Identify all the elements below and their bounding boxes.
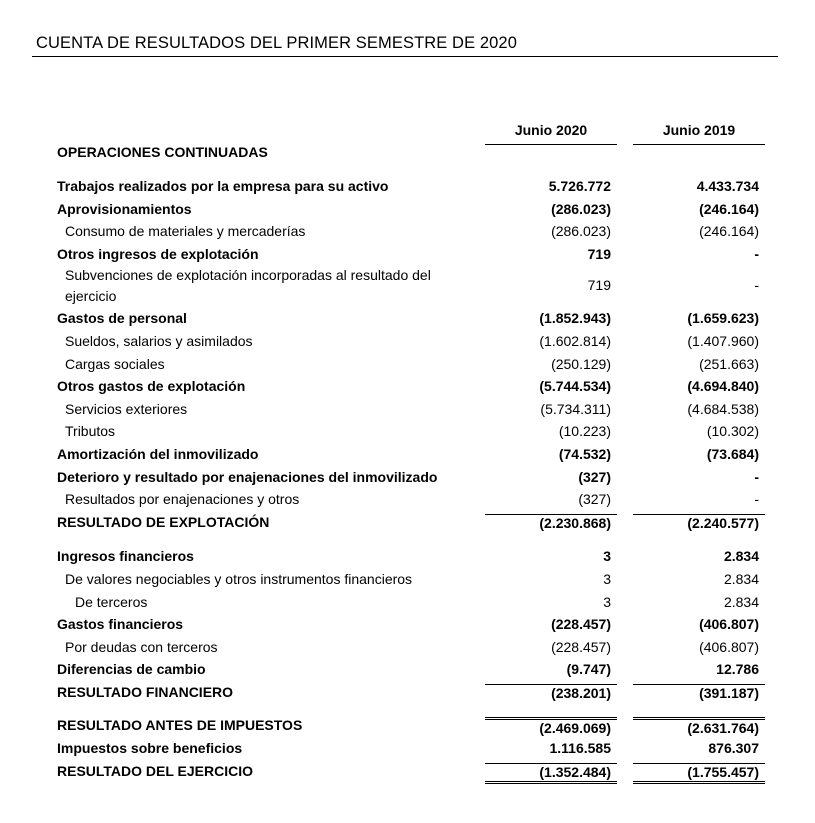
value-2020: (2.230.868) <box>485 514 617 531</box>
value-2019: - <box>754 277 759 294</box>
value-2020: (1.602.814) <box>539 332 611 349</box>
value-2020: 3 <box>603 548 611 565</box>
row-label: Gastos financieros <box>57 616 184 633</box>
value-2019: (10.302) <box>706 423 759 440</box>
row-label: De terceros <box>75 593 148 610</box>
value-2019: 876.307 <box>708 740 759 757</box>
value-2019: (2.631.764) <box>633 717 765 736</box>
row-label: Ingresos financieros <box>57 548 194 565</box>
row-label: Otros gastos de explotación <box>57 378 246 395</box>
table-row-subtotal <box>57 714 767 737</box>
value-2020: (228.457) <box>551 616 611 633</box>
title-divider <box>32 56 778 57</box>
row-label: Amortización del inmovilizado <box>57 445 259 462</box>
table-row <box>57 243 767 266</box>
table-row <box>57 466 767 489</box>
value-2020: 1.116.585 <box>549 740 611 757</box>
value-2019: 12.786 <box>716 661 759 678</box>
value-2020: (327) <box>578 468 611 485</box>
table-row <box>57 545 767 568</box>
value-2019: 2.834 <box>723 548 759 565</box>
value-2020: (228.457) <box>551 638 611 655</box>
value-2019: - <box>754 491 759 508</box>
value-2019: (246.164) <box>699 223 759 240</box>
value-2020: (286.023) <box>551 200 611 217</box>
value-2019: (73.684) <box>706 445 759 462</box>
table-row <box>57 375 767 398</box>
column-header-junio-2019: Junio 2019 <box>633 122 765 145</box>
table-row-grand-total <box>57 760 767 783</box>
value-2020: 3 <box>603 593 611 610</box>
table-row <box>57 398 767 421</box>
value-2019: (246.164) <box>699 200 759 217</box>
value-2020: (5.744.534) <box>539 378 611 395</box>
table-row-subtotal <box>57 511 767 534</box>
table-row <box>57 175 767 198</box>
value-2019: (406.807) <box>699 616 759 633</box>
value-2019: (4.694.840) <box>687 378 759 395</box>
table-row-subtotal <box>57 681 767 704</box>
value-2020: 719 <box>587 277 611 294</box>
value-2019: (1.659.623) <box>687 310 759 327</box>
value-2019: (251.663) <box>699 355 759 372</box>
income-statement-table <box>57 175 767 782</box>
value-2020: (1.852.943) <box>539 310 611 327</box>
column-header-junio-2020: Junio 2020 <box>485 122 617 145</box>
row-label: RESULTADO ANTES DE IMPUESTOS <box>57 717 303 734</box>
section-heading: OPERACIONES CONTINUADAS <box>57 144 268 160</box>
section-spacer <box>57 533 767 545</box>
value-2020: (5.734.311) <box>540 400 611 417</box>
value-2019: 4.433.734 <box>696 178 759 194</box>
value-2020: 5.726.772 <box>548 178 611 194</box>
value-2019: (4.684.538) <box>687 400 759 417</box>
row-label: Gastos de personal <box>57 310 187 327</box>
value-2020: (250.129) <box>551 355 611 372</box>
value-2020: (327) <box>578 491 611 508</box>
table-row <box>57 220 767 243</box>
table-row <box>57 443 767 466</box>
row-label: Impuestos sobre beneficios <box>57 740 243 757</box>
value-2020: 3 <box>603 570 611 587</box>
value-2019: (406.807) <box>699 638 759 655</box>
row-label: Deterioro y resultado por enajenaciones del inmovilizado <box>57 468 438 485</box>
table-row <box>57 488 767 511</box>
row-label: RESULTADO DEL EJERCICIO <box>57 762 254 779</box>
row-label: De valores negociables y otros instrumentos financieros <box>65 570 413 587</box>
row-label: Aprovisionamientos <box>57 200 192 217</box>
row-label: Por deudas con terceros <box>65 638 218 655</box>
value-2019: 2.834 <box>723 570 759 587</box>
table-row <box>57 658 767 681</box>
value-2019: - <box>754 468 759 485</box>
table-row <box>57 420 767 443</box>
row-label: Subvenciones de explotación incorporadas al resultado del ejercicio <box>65 267 431 305</box>
row-label: Servicios exteriores <box>65 400 188 417</box>
row-label: Otros ingresos de explotación <box>57 245 259 262</box>
value-2019: - <box>754 245 759 262</box>
row-label: Consumo de materiales y mercaderías <box>65 223 306 240</box>
row-label: RESULTADO DE EXPLOTACIÓN <box>57 513 270 530</box>
value-2019: (1.407.960) <box>687 332 759 349</box>
document-title: CUENTA DE RESULTADOS DEL PRIMER SEMESTRE DE 2020 <box>36 34 517 52</box>
value-2019: (1.755.457) <box>633 763 765 784</box>
value-2019: (391.187) <box>633 684 765 701</box>
row-label: Sueldos, salarios y asimilados <box>65 332 253 349</box>
table-row <box>57 568 767 591</box>
row-label: Trabajos realizados por la empresa para su activo <box>57 178 389 194</box>
value-2020: (74.532) <box>558 445 611 462</box>
table-row <box>57 330 767 353</box>
table-row <box>57 591 767 614</box>
table-row <box>57 265 767 307</box>
table-row <box>57 737 767 760</box>
value-2020: (9.747) <box>566 661 611 678</box>
row-label: Resultados por enajenaciones y otros <box>65 491 300 508</box>
value-2020: (1.352.484) <box>485 763 617 784</box>
row-label: Cargas sociales <box>65 355 165 372</box>
value-2019: 2.834 <box>723 593 759 610</box>
value-2020: (286.023) <box>551 223 611 240</box>
value-2019: (2.240.577) <box>633 514 765 531</box>
table-row <box>57 198 767 221</box>
row-label: RESULTADO FINANCIERO <box>57 683 234 700</box>
table-row <box>57 307 767 330</box>
row-label: Tributos <box>65 423 116 440</box>
row-label: Diferencias de cambio <box>57 661 206 678</box>
value-2020: (10.223) <box>558 423 611 440</box>
section-spacer <box>57 703 767 714</box>
value-2020: (2.469.069) <box>485 717 617 736</box>
table-row <box>57 353 767 376</box>
table-row <box>57 613 767 636</box>
table-row <box>57 636 767 659</box>
value-2020: 719 <box>587 245 611 262</box>
value-2020: (238.201) <box>485 684 617 701</box>
